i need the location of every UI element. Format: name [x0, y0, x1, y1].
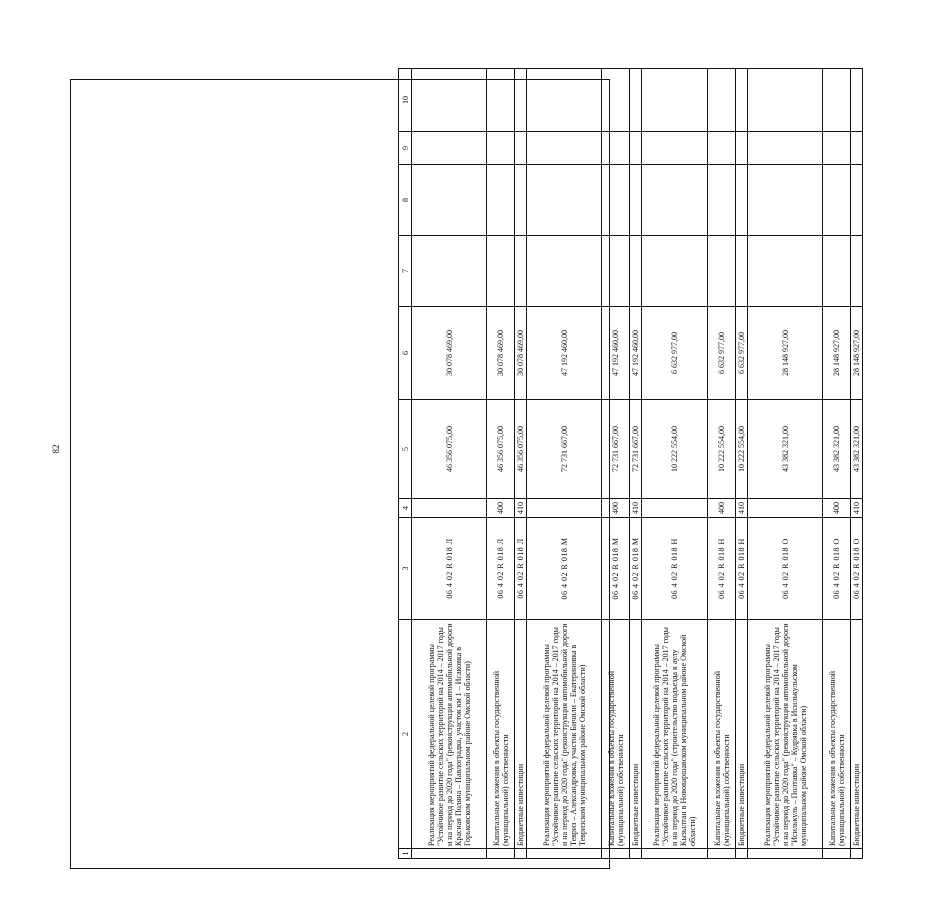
- row-budget-code: 06 4 02 R 018 Л: [412, 518, 487, 620]
- row-amount-2019: 6 632 977,00: [708, 307, 736, 400]
- cell-col1: [748, 849, 823, 859]
- cell-col9: [630, 132, 642, 165]
- cell-col9: [412, 132, 487, 165]
- row-amount-2019: 28 148 927,00: [851, 307, 863, 400]
- row-budget-code: 06 4 02 R 018 Н: [642, 518, 708, 620]
- table-row: [708, 69, 736, 859]
- row-amount-2018: 43 382 321,00: [823, 400, 851, 499]
- row-amount-2018: 72 731 667,00: [602, 400, 630, 499]
- row-expense-type: 410: [630, 499, 642, 518]
- column-number: 2: [399, 620, 412, 849]
- row-expense-type: 400: [708, 499, 736, 518]
- cell-col8: [823, 165, 851, 236]
- row-budget-code: 06 4 02 R 018 О: [823, 518, 851, 620]
- row-amount-2019: 28 148 927,00: [823, 307, 851, 400]
- column-number: 4: [399, 499, 412, 518]
- row-budget-code: 06 4 02 R 018 Н: [708, 518, 736, 620]
- row-expense-type: [748, 499, 823, 518]
- cell-col10: [630, 69, 642, 132]
- cell-col10: [527, 69, 602, 132]
- row-amount-2019: 47 192 460,00: [602, 307, 630, 400]
- row-amount-2019: 30 078 469,00: [487, 307, 515, 400]
- row-amount-2019: 30 078 469,00: [515, 307, 527, 400]
- cell-col10: [487, 69, 515, 132]
- cell-col9: [748, 132, 823, 165]
- cell-col1: [527, 849, 602, 859]
- cell-col7: [736, 236, 748, 307]
- row-expense-type: 410: [736, 499, 748, 518]
- column-number-row: [399, 69, 412, 859]
- column-number: 1: [399, 849, 412, 859]
- column-number: 9: [399, 132, 412, 165]
- cell-col7: [487, 236, 515, 307]
- row-amount-2018: 72 731 667,00: [630, 400, 642, 499]
- cell-col1: [602, 849, 630, 859]
- row-expense-type: 400: [602, 499, 630, 518]
- cell-col7: [708, 236, 736, 307]
- row-budget-code: 06 4 02 R 018 М: [602, 518, 630, 620]
- cell-col1: [630, 849, 642, 859]
- row-amount-2019: 6 632 977,00: [642, 307, 708, 400]
- row-amount-2019: 30 078 469,00: [412, 307, 487, 400]
- cell-col10: [748, 69, 823, 132]
- row-amount-2018: 46 356 075,00: [412, 400, 487, 499]
- row-budget-code: 06 4 02 R 018 М: [527, 518, 602, 620]
- cell-col10: [412, 69, 487, 132]
- table-row: [748, 69, 823, 859]
- cell-col9: [487, 132, 515, 165]
- rotated-table: [398, 69, 938, 859]
- row-budget-code: 06 4 02 R 018 Л: [487, 518, 515, 620]
- cell-col10: [515, 69, 527, 132]
- cell-col8: [642, 165, 708, 236]
- cell-col8: [708, 165, 736, 236]
- cell-col1: [412, 849, 487, 859]
- cell-col7: [630, 236, 642, 307]
- row-amount-2018: 43 382 321,00: [851, 400, 863, 499]
- row-amount-2019: 47 192 460,00: [527, 307, 602, 400]
- row-amount-2018: 43 382 321,00: [748, 400, 823, 499]
- row-amount-2019: 28 148 927,00: [748, 307, 823, 400]
- table-row: [642, 69, 708, 859]
- row-budget-code: 06 4 02 R 018 М: [630, 518, 642, 620]
- row-description: Капитальные вложения в объекты государственной (муниципальной) собственности: [487, 620, 515, 849]
- cell-col8: [487, 165, 515, 236]
- row-expense-type: 400: [487, 499, 515, 518]
- cell-col7: [642, 236, 708, 307]
- cell-col8: [748, 165, 823, 236]
- cell-col1: [851, 849, 863, 859]
- column-number: 5: [399, 400, 412, 499]
- cell-col7: [823, 236, 851, 307]
- cell-col1: [823, 849, 851, 859]
- row-budget-code: 06 4 02 R 018 Л: [515, 518, 527, 620]
- table-row: [602, 69, 630, 859]
- table-row: [487, 69, 515, 859]
- row-amount-2018: 72 731 667,00: [527, 400, 602, 499]
- column-number: 8: [399, 165, 412, 236]
- cell-col7: [527, 236, 602, 307]
- column-number: 10: [399, 69, 412, 132]
- row-amount-2018: 46 356 075,00: [515, 400, 527, 499]
- cell-col8: [515, 165, 527, 236]
- cell-col8: [602, 165, 630, 236]
- row-description: Бюджетные инвестиции: [630, 620, 642, 849]
- cell-col9: [527, 132, 602, 165]
- row-description: Реализация мероприятий федеральной целевой программы "Устойчивое развитие сельских территорий на 2014 – 2017 годы и на период до 2020 года" (реконструкция автомобильной дороги "Исилькуль – Полтавка" – Кудрявка в Исилькульском муниципальном районе Омской области): [748, 620, 823, 849]
- table-row: [736, 69, 748, 859]
- cell-col9: [851, 132, 863, 165]
- row-description: Бюджетные инвестиции: [515, 620, 527, 849]
- row-description: Бюджетные инвестиции: [851, 620, 863, 849]
- row-description: Бюджетные инвестиции: [736, 620, 748, 849]
- table-row: [630, 69, 642, 859]
- cell-col9: [602, 132, 630, 165]
- row-description: Реализация мероприятий федеральной целевой программы "Устойчивое развитие сельских территорий на 2014 – 2017 годы и на период до 2020 года" (реконструкция автомобильной дороги Тевриз – Александровка, участок Бичили – Екатериновка в Тевризском муниципальном районе Омской области): [527, 620, 602, 849]
- row-expense-type: 400: [823, 499, 851, 518]
- cell-col9: [642, 132, 708, 165]
- row-amount-2019: 47 192 460,00: [630, 307, 642, 400]
- row-amount-2018: 10 222 554,00: [708, 400, 736, 499]
- cell-col8: [736, 165, 748, 236]
- table-row: [527, 69, 602, 859]
- row-description: Реализация мероприятий федеральной целевой программы "Устойчивое развитие сельских территорий на 2014 – 2017 годы и на период до 2020 года" (реконструкция автомобильной дороги Красная Поляна – Павлоградка, участок км 1 – Исаковка в Горьковском муниципальном районе Омской области): [412, 620, 487, 849]
- cell-col9: [515, 132, 527, 165]
- cell-col10: [736, 69, 748, 132]
- row-budget-code: 06 4 02 R 018 Н: [736, 518, 748, 620]
- row-expense-type: 410: [851, 499, 863, 518]
- row-expense-type: [642, 499, 708, 518]
- cell-col1: [515, 849, 527, 859]
- row-amount-2018: 10 222 554,00: [642, 400, 708, 499]
- cell-col8: [412, 165, 487, 236]
- cell-col8: [851, 165, 863, 236]
- cell-col10: [708, 69, 736, 132]
- cell-col7: [412, 236, 487, 307]
- row-amount-2018: 10 222 554,00: [736, 400, 748, 499]
- cell-col10: [642, 69, 708, 132]
- cell-col7: [748, 236, 823, 307]
- cell-col7: [515, 236, 527, 307]
- cell-col10: [602, 69, 630, 132]
- cell-col9: [823, 132, 851, 165]
- row-budget-code: 06 4 02 R 018 О: [748, 518, 823, 620]
- row-expense-type: [527, 499, 602, 518]
- table-body: [412, 69, 863, 859]
- cell-col1: [642, 849, 708, 859]
- cell-col8: [527, 165, 602, 236]
- row-description: Капитальные вложения в объекты государственной (муниципальной) собственности: [823, 620, 851, 849]
- cell-col7: [602, 236, 630, 307]
- table-row: [823, 69, 851, 859]
- cell-col7: [851, 236, 863, 307]
- cell-col1: [736, 849, 748, 859]
- cell-col1: [708, 849, 736, 859]
- row-expense-type: 410: [515, 499, 527, 518]
- column-number: 3: [399, 518, 412, 620]
- row-amount-2018: 46 356 075,00: [487, 400, 515, 499]
- row-description: Капитальные вложения в объекты государственной (муниципальной) собственности: [602, 620, 630, 849]
- cell-col9: [708, 132, 736, 165]
- table-row: [515, 69, 527, 859]
- cell-col10: [823, 69, 851, 132]
- table-row: [412, 69, 487, 859]
- cell-col1: [487, 849, 515, 859]
- row-amount-2019: 6 632 977,00: [736, 307, 748, 400]
- row-description: Реализация мероприятий федеральной целевой программы "Устойчивое развитие сельских территорий на 2014 – 2017 годы и на период до 2020 года" (строительство подъезда к аулу Кызылтан в Нововаршавском муниципальном районе Омской области): [642, 620, 708, 849]
- row-expense-type: [412, 499, 487, 518]
- cell-col8: [630, 165, 642, 236]
- row-budget-code: 06 4 02 R 018 О: [851, 518, 863, 620]
- cell-col9: [736, 132, 748, 165]
- column-number: 6: [399, 307, 412, 400]
- column-number: 7: [399, 236, 412, 307]
- page-number: 82: [51, 444, 61, 454]
- row-description: Капитальные вложения в объекты государственной (муниципальной) собственности: [708, 620, 736, 849]
- cell-col10: [851, 69, 863, 132]
- table-row: [851, 69, 863, 859]
- budget-table: [398, 68, 863, 859]
